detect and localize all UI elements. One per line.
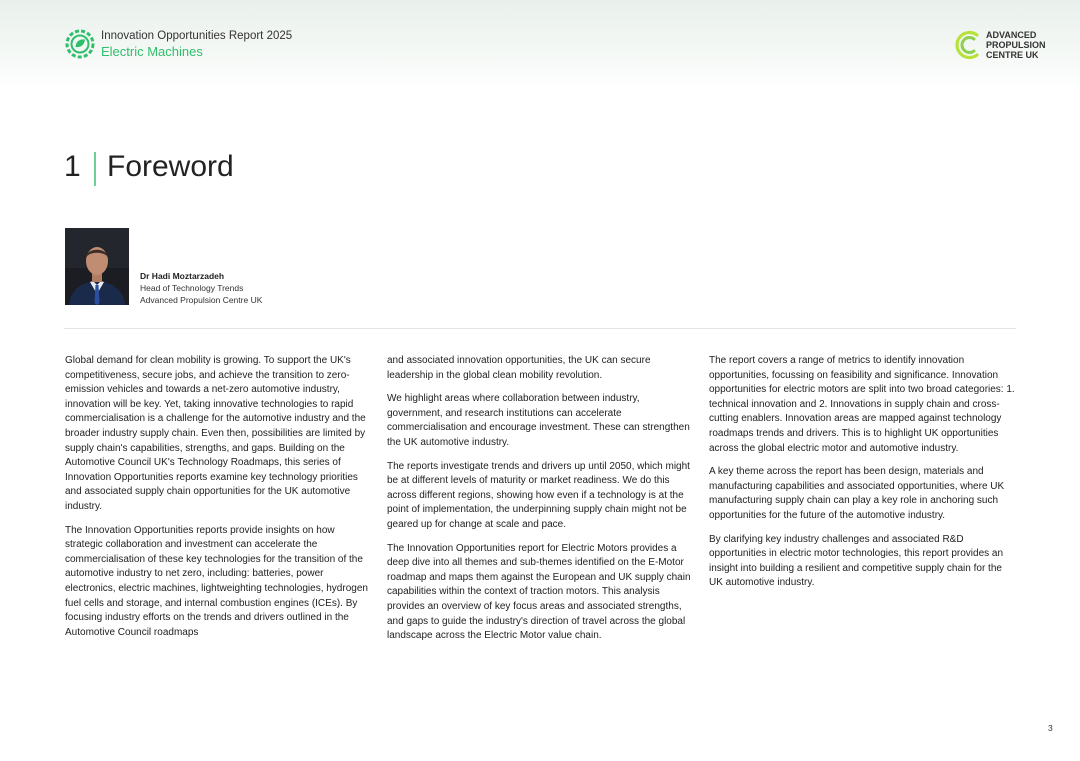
- paragraph: The Innovation Opportunities report for Electric Motors provides a deep dive into all themes and sub-themes identified on the E-Motor roadmap and maps them against the European and UK supply chain capabilities within the context of traction motors. This analysis provides an overview of key focus areas and associated strengths, and gaps to guide the industry's direction of travel across the global landscape across the Electric Motor value chain.: [387, 542, 691, 642]
- report-subtitle: Electric Machines: [101, 44, 203, 59]
- horizontal-rule: [64, 328, 1016, 329]
- report-title: Innovation Opportunities Report 2025: [101, 30, 293, 42]
- paragraph: The report covers a range of metrics to identify innovation opportunities, focussing on feasibility and significance. Innovation opportunities for electric motors are split into two broad categories: 1. technical innovation and 2. Innovations in supply chain and cross-cutting enablers. Innovation areas are mapped against technology roadmaps trends and drivers. This is to highlight UK opportunities across the global electric motor and automotive industry.: [709, 355, 1015, 454]
- paragraph: The Innovation Opportunities reports provide insights on how strategic collaboration and investment can accelerate the commercialisation of these key technologies for the transition of the automotive industry to net zero, including: batteries, power electronics, electric machines, lightweighting technologies, hydrogen fuel cells and storage, and internal combustion engines (ICEs). By focusing industry efforts on the trends and drivers outlined in the Automotive Council roadmaps: [65, 524, 368, 638]
- gear-leaf-icon: [64, 28, 96, 60]
- text-column-2: [387, 354, 695, 653]
- c-rings-logo-icon: [953, 29, 983, 61]
- section-title: Foreword: [107, 150, 234, 183]
- author-name: Dr Hadi Moztarzadeh: [140, 271, 225, 281]
- author-photo: [65, 228, 129, 305]
- section-divider: [94, 152, 96, 186]
- logo-line: PROPULSION: [986, 40, 1046, 50]
- author-organisation: Advanced Propulsion Centre UK: [140, 295, 263, 305]
- paragraph: The reports investigate trends and drivers up until 2050, which might be at different levels of maturity or market readiness. We do this across different regions, showing how even if a technology is at the point of implementation, the underpinning supply chain might not be geared up for change at scale and pace.: [387, 460, 690, 530]
- page-number: 3: [1048, 723, 1053, 733]
- paragraph: A key theme across the report has been design, materials and manufacturing capabilities and associated opportunities, where UK manufacturing supply chain can play a key role in anchoring such opportunities for the future of the automotive industry.: [709, 466, 1005, 521]
- section-number: 1: [64, 150, 81, 183]
- logo-line: CENTRE UK: [986, 50, 1039, 60]
- author-block: [140, 270, 262, 306]
- text-column-3: [709, 354, 1017, 600]
- author-role: Head of Technology Trends: [140, 283, 244, 293]
- page-header: [0, 0, 1080, 92]
- apc-logo-text: [986, 30, 1046, 60]
- paragraph: By clarifying key industry challenges and associated R&D opportunities in electric motor technologies, this report provides an insight into building a resilient and competitive supply chain for the UK automotive industry.: [709, 533, 1004, 589]
- text-column-1: [65, 354, 373, 649]
- paragraph: Global demand for clean mobility is growing. To support the UK's competitiveness, secure jobs, and achieve the transition to zero-emission vehicles and towards a net-zero automotive industry, innovation will be key. Yet, taking innovative technologies to rapid commercialisation is a challenge for the automotive industry and the broader industry supply chain. Even then, possibilities are limited by supply chain's capabilities, strengths, and gaps. Building on the Automotive Council UK's Technology Roadmaps, this series of Innovation Opportunities reports examine key technology priorities and associated supply chain opportunities for the UK automotive industry.: [65, 355, 366, 512]
- paragraph: and associated innovation opportunities, the UK can secure leadership in the global clean mobility revolution.: [387, 355, 651, 381]
- logo-line: ADVANCED: [986, 30, 1037, 40]
- paragraph: We highlight areas where collaboration between industry, government, and research institutions can accelerate commercialisation and encourage investment. These can strengthen the UK automotive industry.: [387, 393, 690, 448]
